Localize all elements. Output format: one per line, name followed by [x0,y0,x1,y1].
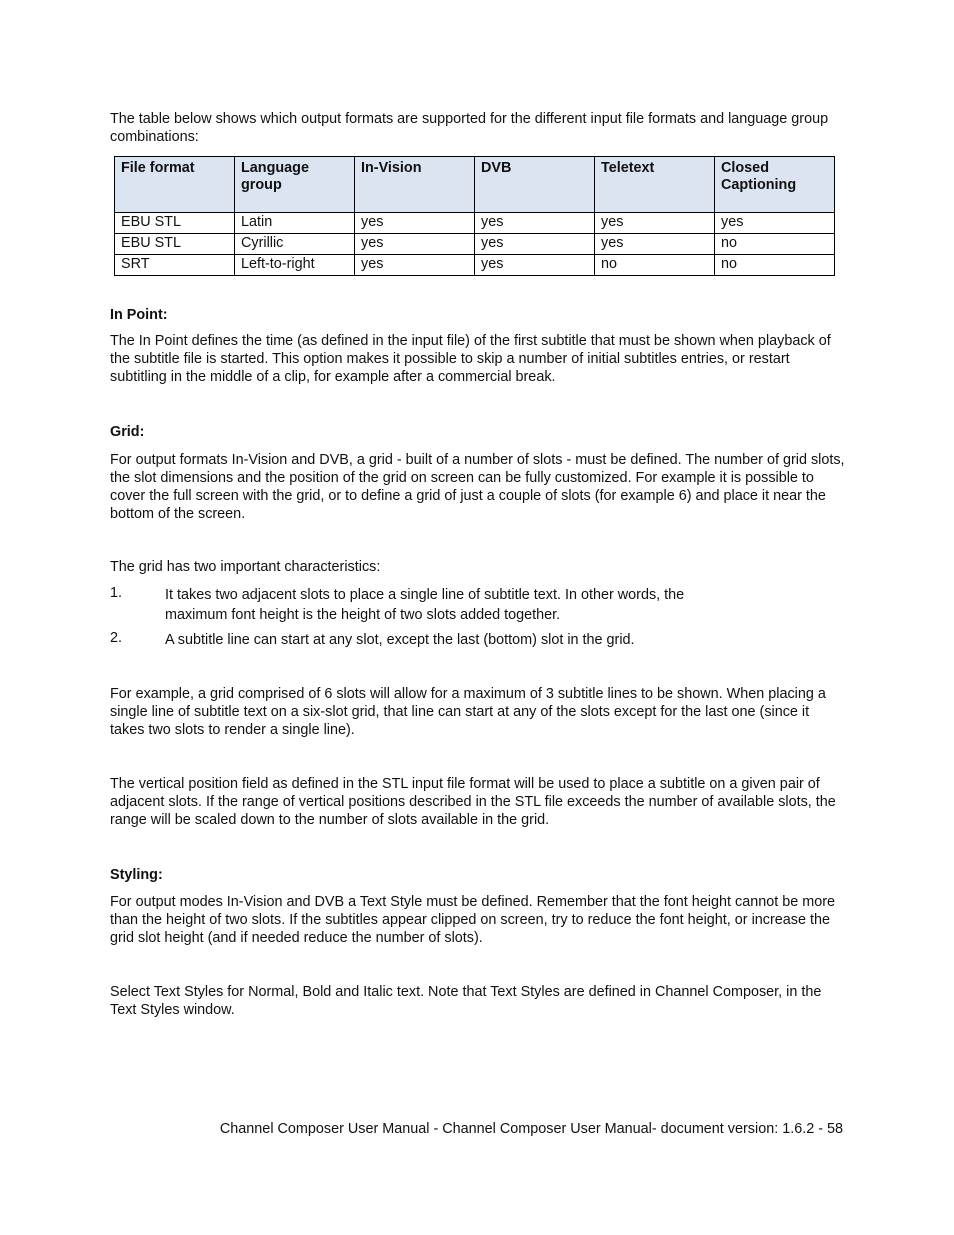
grid-heading: Grid: [110,424,145,440]
table-header-cell: DVB [475,157,595,213]
table-cell: yes [595,213,715,234]
table-cell: yes [715,213,835,234]
table-header-cell: In-Vision [355,157,475,213]
in-point-heading: In Point: [110,307,168,323]
styling-heading: Styling: [110,867,163,883]
page-footer: Channel Composer User Manual - Channel Composer User Manual- document version: 1.6.2 - 58 [219,1121,843,1137]
table-cell: yes [595,234,715,255]
grid-paragraph-1: For output formats In-Vision and DVB, a grid - built of a number of slots - must be defined. The number of grid slots, the slot dimensions and the position of the grid on screen can be fully customized. For example it is possible to cover the full screen with the grid, or to define a grid of just a couple of slots (for example 6) and place it near the bottom of the screen. [110,452,845,522]
list-number: 2. [110,630,123,646]
table-cell: yes [475,255,595,276]
table-cell: yes [355,234,475,255]
table-header-cell: Closed Captioning [715,157,835,213]
intro-paragraph: The table below shows which output formats are supported for the different input file formats and language group combinations: [110,111,829,145]
list-text: A subtitle line can start at any slot, except the last (bottom) slot in the grid. [165,632,635,648]
table-cell: yes [355,255,475,276]
styling-paragraph-2: Select Text Styles for Normal, Bold and Italic text. Note that Text Styles are defined in Channel Composer, in the Text Styles window. [110,984,822,1018]
table-cell: Latin [235,213,355,234]
table-cell: no [715,234,835,255]
table-row [115,234,835,255]
table-row [115,255,835,276]
table-cell: yes [355,213,475,234]
table-row [115,213,835,234]
table-cell: no [595,255,715,276]
table-header-row [115,157,835,213]
table-cell: Cyrillic [235,234,355,255]
format-support-table [114,156,835,276]
in-point-paragraph: The In Point defines the time (as defined in the input file) of the first subtitle that must be shown when playback of the subtitle file is started. This option makes it possible to skip a number of initial subtitles entries, or restart subtitling in the middle of a clip, for example after a commercial break. [110,333,831,385]
table-header-cell: File format [115,157,235,213]
table-header-cell: Language group [235,157,355,213]
grid-paragraph-2: The grid has two important characteristics: [110,559,381,575]
table-cell: EBU STL [115,213,235,234]
list-number: 1. [110,585,123,601]
table-cell: SRT [115,255,235,276]
table-cell: yes [475,213,595,234]
table-cell: yes [475,234,595,255]
table-header-cell: Teletext [595,157,715,213]
table-cell: Left-to-right [235,255,355,276]
table-cell: no [715,255,835,276]
styling-paragraph-1: For output modes In-Vision and DVB a Text Style must be defined. Remember that the font height cannot be more than the height of two slots. If the subtitles appear clipped on screen, try to reduce the font height, or increase the grid slot height (and if needed reduce the number of slots). [110,894,836,946]
grid-paragraph-3: For example, a grid comprised of 6 slots will allow for a maximum of 3 subtitle lines to be shown. When placing a single line of subtitle text on a six-slot grid, that line can start at any of the slots except for the last one (since it takes two slots to render a single line). [110,686,826,738]
list-text: It takes two adjacent slots to place a single line of subtitle text. In other words, the maximum font height is the height of two slots added together. [165,587,685,623]
grid-paragraph-4: The vertical position field as defined in the STL input file format will be used to place a subtitle on a given pair of adjacent slots. If the range of vertical positions described in the STL file exceeds the number of available slots, the range will be scaled down to the number of slots available in the grid. [110,776,836,828]
table-cell: EBU STL [115,234,235,255]
